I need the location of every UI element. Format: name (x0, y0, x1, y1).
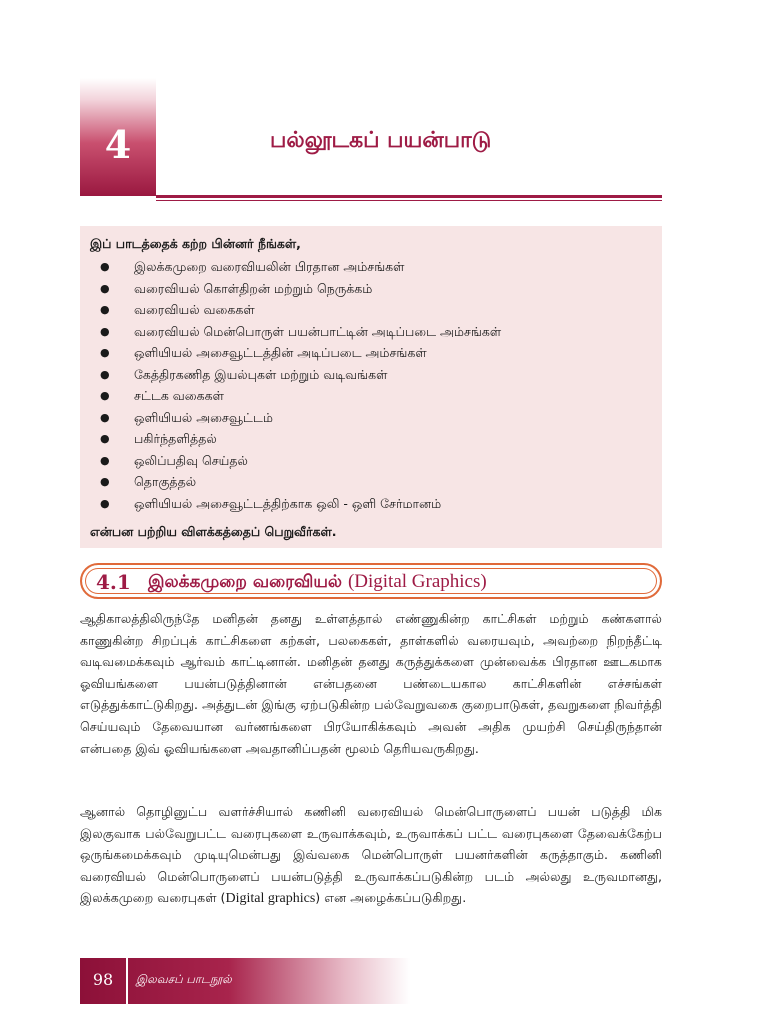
objective-item (90, 299, 652, 321)
title-rule-thin (156, 200, 662, 201)
objective-item (90, 385, 652, 407)
section-heading-box (80, 563, 662, 599)
objective-text: ஒளியியல் அசைவூட்டம் (134, 409, 273, 425)
objective-text: வரைவியல் மென்பொருள் பயன்பாட்டின் அடிப்படை அம்சங்கள் (134, 323, 502, 339)
objective-item (90, 256, 652, 278)
bullet-icon: ● (100, 260, 110, 273)
bullet-icon: ● (100, 303, 110, 316)
paragraph-2-text: ஆனால் தொழினுட்ப வளர்ச்சியால் கணினி வரைவியல் மென்பொருளைப் பயன் படுத்தி மிக இலகுவாக பல்வேறுபட்ட வரைபுகளை உருவாக்கவும், உருவாக்கப் பட்ட வரைபுகளை தேவைக்கேற்ப ஒருங்கமைக்கவும் முடியுமென்பது இவ்வகை மென்பொருள் பயனர்களின் கருத்தாகும். கணினி வரைவியல் மென்பொருளைப் பயன்படுத்தி உருவாக்கப்படுகின்ற படம் அல்லது உருவமானது, இலக்கமுறை வரைபுகள் ( (80, 804, 662, 906)
bullet-icon: ● (100, 346, 110, 359)
objectives-list (90, 256, 652, 514)
paragraph-2-english-term: Digital graphics (225, 891, 316, 907)
objective-item (90, 450, 652, 472)
objective-text: வரைவியல் வகைகள் (134, 302, 255, 317)
bullet-icon: ● (100, 475, 110, 488)
body-paragraph-1: ஆதிகாலத்திலிருந்தே மனிதன் தனது உள்ளத்தால் எண்ணுகின்ற காட்சிகள் மற்றும் கண்களால் காணுகின்ற சிறப்புக் காட்சிகளை கற்கள், பலகைகள், தாள்களில் வரையவும், அவற்றை நிறந்தீட்டி வடிவமைக்கவும் ஆர்வம் காட்டினான். மனிதன் தனது கருத்துக்களை முன்வைக்க பிரதான ஊடகமாக ஓவியங்களை பயன்படுத்தினான் என்பதனை பண்டையகால காட்சிகளின் எச்சங்கள் எடுத்துக்காட்டுகிறது. அத்துடன் இங்கு ஏற்படுகின்ற பல்வேறுவகை குறைபாடுகள், தவறுகளை நிவர்த்தி செய்யவும் தேவையான வர்ணங்களை பிரயோகிக்கவும் அவன் அதிக முயற்சி செய்திருந்தான் என்பதை இவ் ஓவியங்களை அவதானிப்பதன் மூலம் தெரியவருகிறது. (80, 611, 662, 756)
objective-text: சட்டக வகைகள் (134, 388, 224, 403)
objectives-intro: இப் பாடத்தைக் கற்ற பின்னர் நீங்கள், (90, 236, 301, 251)
objective-item (90, 364, 652, 386)
objective-item (90, 428, 652, 450)
chapter-title: பல்லூடகப் பயன்பாடு (270, 128, 492, 153)
objective-text: ஒளியியல் அசைவூட்டத்திற்காக ஒலி - ஒளி சேர்மானம் (134, 495, 442, 511)
objective-text: ஒலிப்பதிவு செய்தல் (134, 452, 248, 468)
bullet-icon: ● (100, 432, 110, 445)
section-number: 4.1 (96, 570, 131, 594)
bullet-icon: ● (100, 389, 110, 402)
objective-text: வரைவியல் கொள்திறன் மற்றும் நெருக்கம் (134, 280, 373, 296)
section-title (148, 571, 487, 594)
title-rule (156, 195, 662, 198)
bullet-icon: ● (100, 496, 110, 510)
bullet-icon: ● (100, 367, 110, 381)
chapter-number-block (80, 78, 156, 196)
section-title-tamil: இலக்கமுறை வரைவியல் (148, 572, 343, 592)
body-paragraph-2 (80, 801, 662, 910)
chapter-number: 4 (104, 122, 132, 167)
objective-item (90, 407, 652, 429)
bullet-icon: ● (100, 410, 110, 424)
objective-text: பகிர்ந்தளித்தல் (134, 431, 217, 446)
objective-item (90, 278, 652, 300)
learning-objectives-box (80, 226, 662, 548)
page-footer (80, 958, 410, 1004)
bullet-icon: ● (100, 281, 110, 295)
paragraph-2-text-end: ) என அழைக்கப்படுகிறது. (315, 890, 467, 906)
objective-item (90, 493, 652, 515)
objectives-outro: என்பன பற்றிய விளக்கத்தைப் பெறுவீர்கள். (90, 524, 337, 539)
section-title-english: (Digital Graphics) (347, 571, 487, 592)
bullet-icon: ● (100, 324, 110, 338)
bullet-icon: ● (100, 453, 110, 467)
page-number: 98 (92, 970, 114, 989)
objective-item (90, 321, 652, 343)
objective-text: கேத்திரகணித இயல்புகள் மற்றும் வடிவங்கள் (134, 366, 388, 382)
objective-text: இலக்கமுறை வரைவியலின் பிரதான அம்சங்கள் (134, 259, 405, 274)
footer-book-title: இலவசப் பாடநூல் (136, 972, 232, 986)
objective-text: ஒளியியல் அசைவூட்டத்தின் அடிப்படை அம்சங்கள் (134, 345, 427, 360)
objective-text: தொகுத்தல் (134, 474, 197, 489)
objective-item (90, 342, 652, 364)
footer-divider (126, 958, 128, 1004)
objective-item (90, 471, 652, 493)
